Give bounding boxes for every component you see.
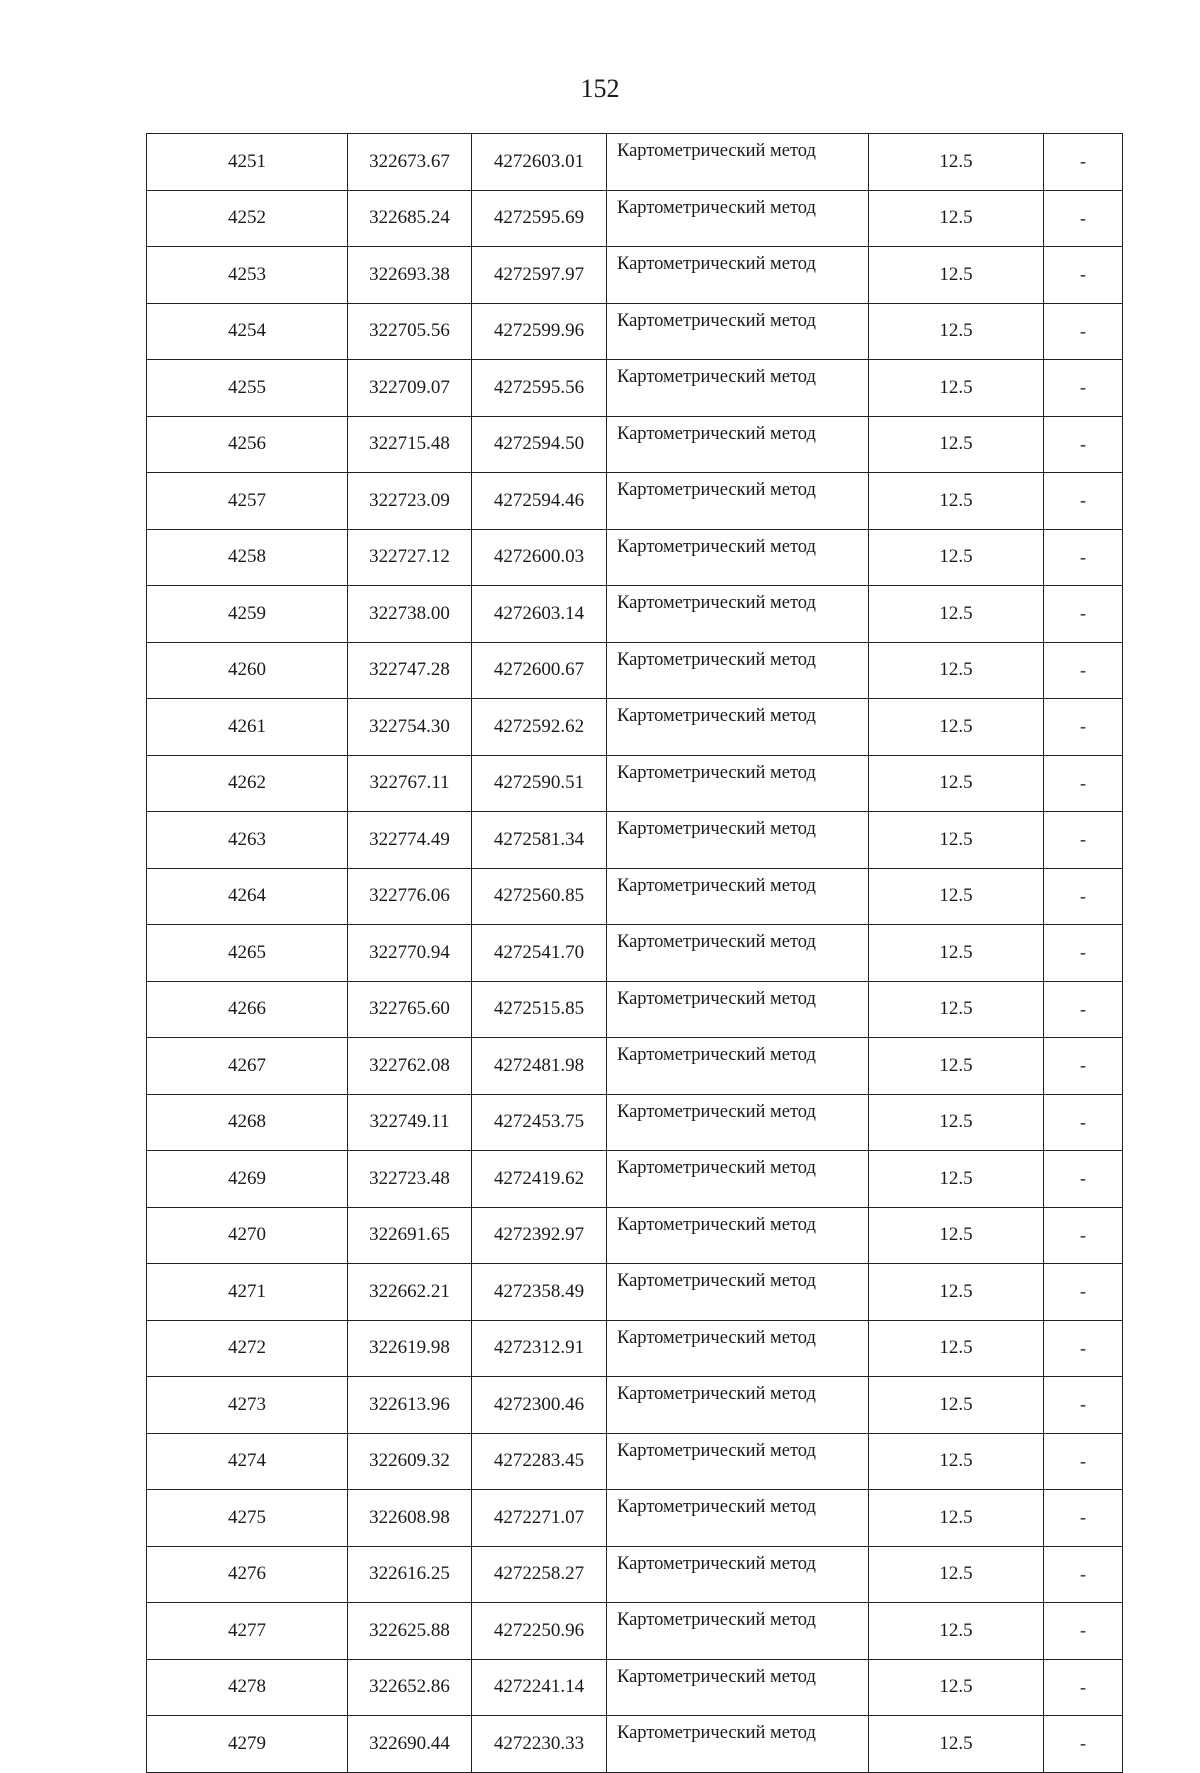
point-number-cell: 4259: [147, 586, 348, 643]
method-cell: Картометрический метод: [607, 1433, 869, 1490]
y-coordinate-cell: 4272599.96: [472, 303, 607, 360]
point-number-cell: 4261: [147, 699, 348, 756]
x-coordinate-cell: 322613.96: [348, 1377, 472, 1434]
x-coordinate-cell: 322673.67: [348, 134, 472, 191]
accuracy-cell: 12.5: [869, 303, 1044, 360]
y-coordinate-cell: 4272600.67: [472, 642, 607, 699]
x-coordinate-cell: 322709.07: [348, 360, 472, 417]
x-coordinate-cell: 322685.24: [348, 190, 472, 247]
accuracy-cell: 12.5: [869, 247, 1044, 304]
table-row: [147, 134, 1123, 191]
note-cell: -: [1044, 1716, 1123, 1773]
y-coordinate-cell: 4272230.33: [472, 1716, 607, 1773]
table-row: [147, 360, 1123, 417]
point-number-cell: 4265: [147, 925, 348, 982]
note-cell: -: [1044, 1377, 1123, 1434]
y-coordinate-cell: 4272581.34: [472, 812, 607, 869]
y-coordinate-cell: 4272603.01: [472, 134, 607, 191]
method-cell: Картометрический метод: [607, 134, 869, 191]
table-row: [147, 1433, 1123, 1490]
accuracy-cell: 12.5: [869, 529, 1044, 586]
x-coordinate-cell: 322608.98: [348, 1490, 472, 1547]
method-cell: Картометрический метод: [607, 1716, 869, 1773]
method-cell: Картометрический метод: [607, 812, 869, 869]
y-coordinate-cell: 4272358.49: [472, 1264, 607, 1321]
x-coordinate-cell: 322774.49: [348, 812, 472, 869]
y-coordinate-cell: 4272250.96: [472, 1603, 607, 1660]
table-row: [147, 642, 1123, 699]
note-cell: -: [1044, 416, 1123, 473]
table-row: [147, 1659, 1123, 1716]
y-coordinate-cell: 4272241.14: [472, 1659, 607, 1716]
table-row: [147, 1320, 1123, 1377]
note-cell: -: [1044, 868, 1123, 925]
table-row: [147, 868, 1123, 925]
x-coordinate-cell: 322715.48: [348, 416, 472, 473]
point-number-cell: 4276: [147, 1546, 348, 1603]
x-coordinate-cell: 322693.38: [348, 247, 472, 304]
accuracy-cell: 12.5: [869, 190, 1044, 247]
method-cell: Картометрический метод: [607, 1207, 869, 1264]
note-cell: -: [1044, 1320, 1123, 1377]
point-number-cell: 4254: [147, 303, 348, 360]
method-cell: Картометрический метод: [607, 699, 869, 756]
accuracy-cell: 12.5: [869, 812, 1044, 869]
method-cell: Картометрический метод: [607, 925, 869, 982]
note-cell: -: [1044, 1603, 1123, 1660]
x-coordinate-cell: 322691.65: [348, 1207, 472, 1264]
note-cell: -: [1044, 755, 1123, 812]
method-cell: Картометрический метод: [607, 473, 869, 530]
method-cell: Картометрический метод: [607, 1546, 869, 1603]
x-coordinate-cell: 322652.86: [348, 1659, 472, 1716]
point-number-cell: 4267: [147, 1038, 348, 1095]
y-coordinate-cell: 4272300.46: [472, 1377, 607, 1434]
y-coordinate-cell: 4272595.56: [472, 360, 607, 417]
table-row: [147, 812, 1123, 869]
table-row: [147, 1151, 1123, 1208]
note-cell: -: [1044, 134, 1123, 191]
table-row: [147, 1207, 1123, 1264]
accuracy-cell: 12.5: [869, 981, 1044, 1038]
y-coordinate-cell: 4272592.62: [472, 699, 607, 756]
method-cell: Картометрический метод: [607, 247, 869, 304]
method-cell: Картометрический метод: [607, 360, 869, 417]
y-coordinate-cell: 4272541.70: [472, 925, 607, 982]
method-cell: Картометрический метод: [607, 303, 869, 360]
table-row: [147, 586, 1123, 643]
point-number-cell: 4279: [147, 1716, 348, 1773]
point-number-cell: 4256: [147, 416, 348, 473]
point-number-cell: 4258: [147, 529, 348, 586]
method-cell: Картометрический метод: [607, 1659, 869, 1716]
x-coordinate-cell: 322747.28: [348, 642, 472, 699]
table-row: [147, 529, 1123, 586]
method-cell: Картометрический метод: [607, 416, 869, 473]
table-row: [147, 1490, 1123, 1547]
accuracy-cell: 12.5: [869, 755, 1044, 812]
table-row: [147, 1716, 1123, 1773]
x-coordinate-cell: 322765.60: [348, 981, 472, 1038]
table-row: [147, 925, 1123, 982]
x-coordinate-cell: 322609.32: [348, 1433, 472, 1490]
note-cell: -: [1044, 1659, 1123, 1716]
accuracy-cell: 12.5: [869, 868, 1044, 925]
y-coordinate-cell: 4272481.98: [472, 1038, 607, 1095]
y-coordinate-cell: 4272312.91: [472, 1320, 607, 1377]
note-cell: -: [1044, 247, 1123, 304]
y-coordinate-cell: 4272453.75: [472, 1094, 607, 1151]
y-coordinate-cell: 4272283.45: [472, 1433, 607, 1490]
table-row: [147, 981, 1123, 1038]
point-number-cell: 4278: [147, 1659, 348, 1716]
method-cell: Картометрический метод: [607, 529, 869, 586]
x-coordinate-cell: 322762.08: [348, 1038, 472, 1095]
method-cell: Картометрический метод: [607, 1320, 869, 1377]
coordinates-table: [146, 133, 1123, 1773]
note-cell: -: [1044, 1151, 1123, 1208]
x-coordinate-cell: 322625.88: [348, 1603, 472, 1660]
x-coordinate-cell: 322749.11: [348, 1094, 472, 1151]
accuracy-cell: 12.5: [869, 1151, 1044, 1208]
note-cell: -: [1044, 1433, 1123, 1490]
y-coordinate-cell: 4272594.50: [472, 416, 607, 473]
note-cell: -: [1044, 1546, 1123, 1603]
page-number: 152: [580, 74, 620, 103]
accuracy-cell: 12.5: [869, 360, 1044, 417]
y-coordinate-cell: 4272600.03: [472, 529, 607, 586]
accuracy-cell: 12.5: [869, 416, 1044, 473]
note-cell: -: [1044, 1038, 1123, 1095]
accuracy-cell: 12.5: [869, 1320, 1044, 1377]
table-row: [147, 1264, 1123, 1321]
table-row: [147, 303, 1123, 360]
y-coordinate-cell: 4272590.51: [472, 755, 607, 812]
point-number-cell: 4262: [147, 755, 348, 812]
point-number-cell: 4253: [147, 247, 348, 304]
table-row: [147, 1038, 1123, 1095]
y-coordinate-cell: 4272595.69: [472, 190, 607, 247]
accuracy-cell: 12.5: [869, 699, 1044, 756]
point-number-cell: 4273: [147, 1377, 348, 1434]
point-number-cell: 4255: [147, 360, 348, 417]
note-cell: -: [1044, 473, 1123, 530]
x-coordinate-cell: 322705.56: [348, 303, 472, 360]
accuracy-cell: 12.5: [869, 1546, 1044, 1603]
method-cell: Картометрический метод: [607, 1038, 869, 1095]
method-cell: Картометрический метод: [607, 1377, 869, 1434]
y-coordinate-cell: 4272603.14: [472, 586, 607, 643]
note-cell: -: [1044, 586, 1123, 643]
accuracy-cell: 12.5: [869, 1094, 1044, 1151]
x-coordinate-cell: 322776.06: [348, 868, 472, 925]
point-number-cell: 4269: [147, 1151, 348, 1208]
accuracy-cell: 12.5: [869, 925, 1044, 982]
y-coordinate-cell: 4272515.85: [472, 981, 607, 1038]
method-cell: Картометрический метод: [607, 1490, 869, 1547]
note-cell: -: [1044, 529, 1123, 586]
note-cell: -: [1044, 812, 1123, 869]
point-number-cell: 4266: [147, 981, 348, 1038]
point-number-cell: 4277: [147, 1603, 348, 1660]
y-coordinate-cell: 4272271.07: [472, 1490, 607, 1547]
accuracy-cell: 12.5: [869, 134, 1044, 191]
method-cell: Картометрический метод: [607, 1264, 869, 1321]
note-cell: -: [1044, 1094, 1123, 1151]
note-cell: -: [1044, 1264, 1123, 1321]
point-number-cell: 4264: [147, 868, 348, 925]
accuracy-cell: 12.5: [869, 1716, 1044, 1773]
method-cell: Картометрический метод: [607, 1094, 869, 1151]
method-cell: Картометрический метод: [607, 586, 869, 643]
note-cell: -: [1044, 360, 1123, 417]
y-coordinate-cell: 4272597.97: [472, 247, 607, 304]
x-coordinate-cell: 322690.44: [348, 1716, 472, 1773]
x-coordinate-cell: 322770.94: [348, 925, 472, 982]
note-cell: -: [1044, 1207, 1123, 1264]
x-coordinate-cell: 322662.21: [348, 1264, 472, 1321]
note-cell: -: [1044, 925, 1123, 982]
method-cell: Картометрический метод: [607, 1151, 869, 1208]
point-number-cell: 4257: [147, 473, 348, 530]
x-coordinate-cell: 322723.09: [348, 473, 472, 530]
accuracy-cell: 12.5: [869, 1038, 1044, 1095]
table-row: [147, 1377, 1123, 1434]
table-row: [147, 247, 1123, 304]
y-coordinate-cell: 4272594.46: [472, 473, 607, 530]
table-row: [147, 190, 1123, 247]
x-coordinate-cell: 322727.12: [348, 529, 472, 586]
table-body: [147, 134, 1123, 1773]
point-number-cell: 4251: [147, 134, 348, 191]
x-coordinate-cell: 322619.98: [348, 1320, 472, 1377]
table-row: [147, 1546, 1123, 1603]
accuracy-cell: 12.5: [869, 1659, 1044, 1716]
table-row: [147, 699, 1123, 756]
note-cell: -: [1044, 1490, 1123, 1547]
note-cell: -: [1044, 190, 1123, 247]
point-number-cell: 4260: [147, 642, 348, 699]
point-number-cell: 4263: [147, 812, 348, 869]
method-cell: Картометрический метод: [607, 755, 869, 812]
note-cell: -: [1044, 303, 1123, 360]
table-row: [147, 473, 1123, 530]
accuracy-cell: 12.5: [869, 473, 1044, 530]
point-number-cell: 4270: [147, 1207, 348, 1264]
accuracy-cell: 12.5: [869, 1264, 1044, 1321]
point-number-cell: 4272: [147, 1320, 348, 1377]
x-coordinate-cell: 322754.30: [348, 699, 472, 756]
method-cell: Картометрический метод: [607, 868, 869, 925]
x-coordinate-cell: 322616.25: [348, 1546, 472, 1603]
x-coordinate-cell: 322738.00: [348, 586, 472, 643]
accuracy-cell: 12.5: [869, 1433, 1044, 1490]
y-coordinate-cell: 4272560.85: [472, 868, 607, 925]
point-number-cell: 4271: [147, 1264, 348, 1321]
accuracy-cell: 12.5: [869, 642, 1044, 699]
point-number-cell: 4274: [147, 1433, 348, 1490]
point-number-cell: 4252: [147, 190, 348, 247]
table-row: [147, 1603, 1123, 1660]
x-coordinate-cell: 322723.48: [348, 1151, 472, 1208]
method-cell: Картометрический метод: [607, 1603, 869, 1660]
method-cell: Картометрический метод: [607, 642, 869, 699]
note-cell: -: [1044, 642, 1123, 699]
accuracy-cell: 12.5: [869, 1603, 1044, 1660]
point-number-cell: 4275: [147, 1490, 348, 1547]
accuracy-cell: 12.5: [869, 1207, 1044, 1264]
y-coordinate-cell: 4272392.97: [472, 1207, 607, 1264]
point-number-cell: 4268: [147, 1094, 348, 1151]
y-coordinate-cell: 4272419.62: [472, 1151, 607, 1208]
accuracy-cell: 12.5: [869, 1377, 1044, 1434]
method-cell: Картометрический метод: [607, 981, 869, 1038]
table-row: [147, 755, 1123, 812]
accuracy-cell: 12.5: [869, 1490, 1044, 1547]
accuracy-cell: 12.5: [869, 586, 1044, 643]
y-coordinate-cell: 4272258.27: [472, 1546, 607, 1603]
table-row: [147, 416, 1123, 473]
table-row: [147, 1094, 1123, 1151]
x-coordinate-cell: 322767.11: [348, 755, 472, 812]
method-cell: Картометрический метод: [607, 190, 869, 247]
note-cell: -: [1044, 981, 1123, 1038]
note-cell: -: [1044, 699, 1123, 756]
